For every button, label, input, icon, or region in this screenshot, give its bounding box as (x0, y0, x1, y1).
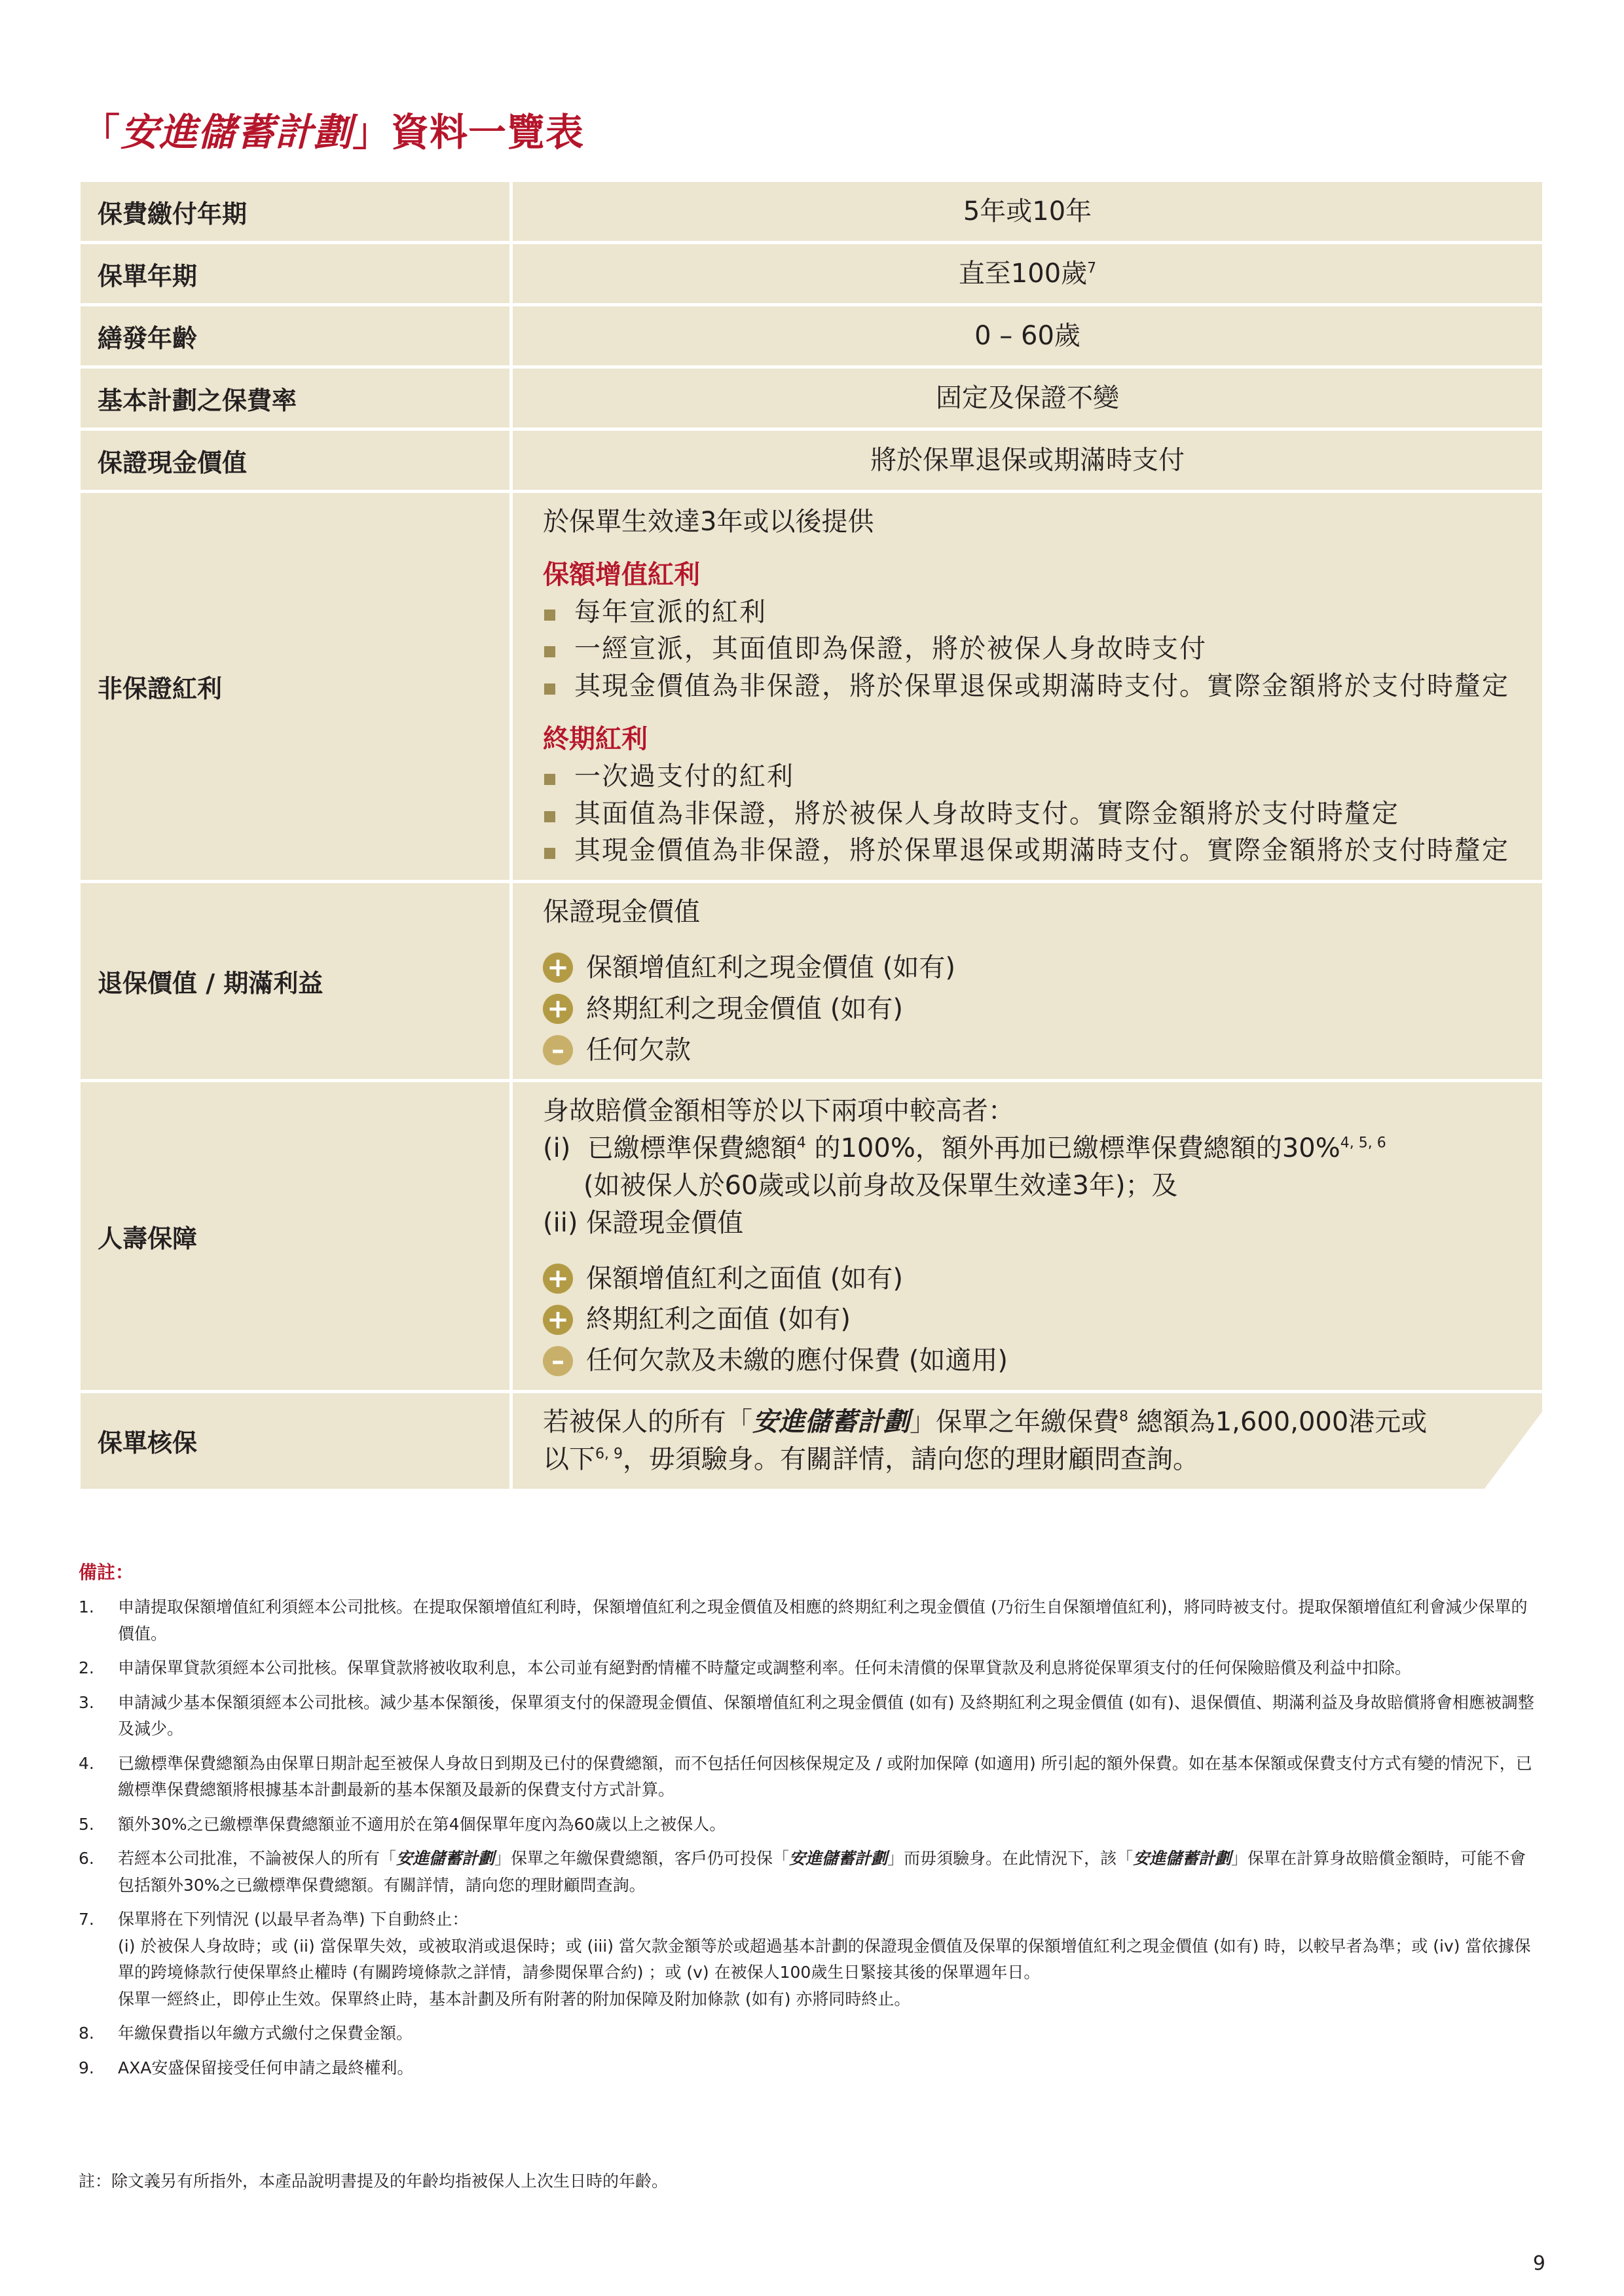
row-label: 保單核保 (79, 1391, 511, 1490)
plus-icon: + (543, 1264, 573, 1294)
note-text: 保單一經終止，即停止生效。保單終止時，基本計劃及所有附著的附加保障及附加條款 (如有) 亦將同時終止。 (118, 1989, 911, 2009)
table-row-premium-term (79, 181, 1544, 243)
footnote-ref: 6, 9 (595, 1446, 623, 1463)
row-label: 人壽保障 (79, 1081, 511, 1392)
note-text: 額外30%之已繳標準保費總額並不適用於在第4個保單年度內為60歲以上之被保人。 (118, 1814, 726, 1834)
plus-icon: + (543, 953, 573, 983)
surrender-base: 保證現金價值 (543, 897, 700, 928)
note-text: 」保單之年繳保費總額，客戶仍可投保「 (494, 1849, 790, 1868)
row-value (511, 492, 1544, 882)
surrender-item-text: 保額增值紅利之現金價值 (如有) (586, 952, 955, 983)
life-item-text: 任何欠款及未繳的應付保費 (如適用) (586, 1345, 1008, 1376)
note-text: 」保單在計算身故賠償金額時，可能不會包括額外30%之已繳標準保費總額。有關詳情，請向您的理財顧問查詢。 (118, 1849, 1526, 1895)
table-row-surrender-value (79, 882, 1544, 1081)
product-name: 安進儲蓄計劃 (1133, 1849, 1232, 1868)
age-definition-note: 註：除文義另有所指外，本產品說明書提及的年齡均指被保人上次生日時的年齡。 (79, 2172, 669, 2191)
product-summary-table (77, 179, 1545, 1492)
plus-icon: + (543, 1305, 573, 1335)
reversionary-bonus-heading: 保額增值紅利 (543, 559, 700, 590)
option-marker: (ii) (543, 1207, 578, 1238)
row-value: 將於保單退保或期滿時支付 (511, 429, 1544, 492)
bonus-intro: 於保單生效達3年或以後提供 (543, 507, 874, 537)
list-item: 其現金價值為非保證，將於保單退保或期滿時支付。實際金額將於支付時釐定 (543, 668, 1512, 705)
terminal-bonus-list (543, 758, 1512, 869)
note-text: 申請提取保額增值紅利須經本公司批核。在提取保額增值紅利時，保額增值紅利之現金價值及相應的終期紅利之現金價值 (乃衍生自保額增值紅利)，將同時被支付。提取保額增值紅利會減少保單的價值。 (118, 1597, 1528, 1643)
surrender-item (543, 991, 1512, 1028)
note-item: 3. 申請減少基本保額須經本公司批核。減少基本保額後，保單須支付的保證現金價值、保額增值紅利之現金價值 (如有) 及終期紅利之現金價值 (如有)、退保價值、期滿利益及身故賠償將會相應被調整及減少。 (79, 1692, 1534, 1738)
note-text: (i) 於被保人身故時；或 (ii) 當保單失效，或被取消或退保時；或 (iii) 當欠款金額等於或超過基本計劃的保證現金價值及保單的保額增值紅利之現金價值 (如有) 時，以較早者為準；或 (iv) 當依據保單的跨境條款行使保單終止權時 (有關跨境條款之詳情，請參閱保單合約) ；或 (v) 在被保人100歲生日緊接其後的保單週年日。 (118, 1936, 1531, 1982)
table-row-underwriting (79, 1391, 1544, 1490)
page-number: 9 (1532, 2252, 1545, 2275)
note-item: 1. 申請提取保額增值紅利須經本公司批核。在提取保額增值紅利時，保額增值紅利之現金價值及相應的終期紅利之現金價值 (乃衍生自保額增值紅利)，將同時被支付。提取保額增值紅利會減少保單的價值。 (79, 1597, 1528, 1643)
notes-list (79, 1594, 1542, 2089)
title-open-quote: 「 (82, 110, 121, 155)
title-product-name: 安進儲蓄計劃 (120, 110, 353, 155)
note-text: AXA安盛保留接受任何申請之最終權利。 (118, 2058, 414, 2077)
footnote-ref: 4 (796, 1135, 806, 1152)
text: 」保單之年繳保費 (910, 1406, 1119, 1437)
text: 若被保人的所有「 (543, 1406, 752, 1437)
text: 以下 (543, 1444, 595, 1474)
option-text: 的100%，額外再加已繳標準保費總額的30% (814, 1133, 1340, 1164)
life-item (543, 1301, 1512, 1338)
product-name: 安進儲蓄計劃 (396, 1849, 495, 1868)
table-row-policy-term (79, 243, 1544, 305)
minus-icon: – (543, 1346, 573, 1376)
row-value (511, 1081, 1544, 1392)
surrender-item-text: 終期紅利之現金價值 (如有) (586, 993, 903, 1024)
note-item: 6. 若經本公司批准，不論被保人的所有「安進儲蓄計劃」保單之年繳保費總額，客戶仍可投保「安進儲蓄計劃」而毋須驗身。在此情況下，該「安進儲蓄計劃」保單在計算身故賠償金額時，可能不會包括額外30%之已繳標準保費總額。有關詳情，請向您的理財顧問查詢。 (79, 1849, 1526, 1895)
minus-icon: – (543, 1035, 573, 1065)
list-item: 其面值為非保證，將於被保人身故時支付。實際金額將於支付時釐定 (543, 795, 1512, 833)
row-value (511, 243, 1544, 305)
table-row-life-protection (79, 1081, 1544, 1392)
life-item (543, 1342, 1512, 1379)
terminal-bonus-heading: 終期紅利 (543, 723, 648, 754)
surrender-item (543, 1032, 1512, 1069)
product-name: 安進儲蓄計劃 (789, 1849, 888, 1868)
note-item: 8. 年繳保費指以年繳方式繳付之保費金額。 (79, 2024, 413, 2043)
table-row-issue-age (79, 305, 1544, 367)
note-item: 2. 申請保單貸款須經本公司批核。保單貸款將被收取利息，本公司並有絕對酌情權不時釐定或調整利率。任何未清償的保單貸款及利息將從保單須支付的任何保險賠償及利益中扣除。 (79, 1658, 1412, 1677)
list-item: 一次過支付的紅利 (543, 758, 1512, 795)
note-item: 4. 已繳標準保費總額為由保單日期計起至被保人身故日到期及已付的保費總額，而不包括任何因核保規定及 / 或附加保障 (如適用) 所引起的額外保費。如在基本保額或保費支付方式有變的情況下，已繳標準保費總額將根據基本計劃最新的基本保額及最新的保費支付方式計算。 (79, 1753, 1532, 1799)
product-name: 安進儲蓄計劃 (752, 1406, 910, 1437)
option-ii (543, 1205, 1512, 1242)
row-value: 0 – 60歲 (511, 305, 1544, 367)
note-text: 年繳保費指以年繳方式繳付之保費金額。 (118, 2024, 413, 2043)
surrender-item-text: 任何欠款 (586, 1034, 691, 1065)
note-text: 已繳標準保費總額為由保單日期計起至被保人身故日到期及已付的保費總額，而不包括任何因核保規定及 / 或附加保障 (如適用) 所引起的額外保費。如在基本保額或保費支付方式有變的情況下，已繳標準保費總額將根據基本計劃最新的基本保額及最新的保費支付方式計算。 (118, 1753, 1532, 1799)
death-benefit-intro: 身故賠償金額相等於以下兩項中較高者： (543, 1096, 1014, 1127)
title-suffix: 資料一覽表 (391, 110, 585, 155)
life-item (543, 1260, 1512, 1298)
option-text: 保證現金價值 (586, 1207, 744, 1238)
row-label: 繕發年齡 (79, 305, 511, 367)
note-text: 」而毋須驗身。在此情況下，該「 (887, 1849, 1134, 1868)
note-item: 9. AXA安盛保留接受任何申請之最終權利。 (79, 2058, 414, 2077)
option-text: 已繳標準保費總額 (587, 1133, 797, 1164)
list-item: 一經宣派，其面值即為保證，將於被保人身故時支付 (543, 630, 1512, 668)
plus-icon: + (543, 994, 573, 1024)
note-item: 5. 額外30%之已繳標準保費總額並不適用於在第4個保單年度內為60歲以上之被保人。 (79, 1814, 726, 1834)
text: 總額為1,600,000港元或 (1128, 1406, 1428, 1437)
row-value: 5年或10年 (511, 181, 1544, 243)
row-value: 固定及保證不變 (511, 367, 1544, 429)
row-value (511, 882, 1544, 1081)
text: ，毋須驗身。有關詳情，請向您的理財顧問查詢。 (622, 1444, 1199, 1474)
footnote-ref: 4, 5, 6 (1340, 1135, 1386, 1152)
row-label: 退保價值 / 期滿利益 (79, 882, 511, 1081)
notes-heading: 備註： (79, 1561, 134, 1583)
row-label: 保費繳付年期 (79, 181, 511, 243)
row-label: 基本計劃之保費率 (79, 367, 511, 429)
policy-term-value: 直至100歲 (958, 258, 1088, 289)
underwriting-text (543, 1441, 1512, 1478)
note-item: 7. 保單將在下列情況 (以最早者為準) 下自動終止： (i) 於被保人身故時；或 (ii) 當保單失效，或被取消或退保時；或 (iii) 當欠款金額等於或超過基本計劃的保證現金價值及保單的保額增值紅利之現金價值 (如有) 時，以較早者為準；或 (iv) 當依據保單的跨境條款行使保單終止權時 (有關跨境條款之詳情，請參閱保單合約) ；或 (v) 在被保人100歲生日緊接其後的保單週年日。 保單一經終止，即停止生效。保單終止時，基本計劃及所有附著的附加保障及附加條款 (如有) 亦將同時終止。 (79, 1910, 1531, 2009)
table-row-non-guaranteed-bonus (79, 492, 1544, 882)
surrender-item (543, 949, 1512, 987)
footnote-ref: 7 (1087, 260, 1097, 277)
row-label: 保證現金價值 (79, 429, 511, 492)
title-close-quote: 」 (352, 110, 392, 155)
table-row-premium-rate (79, 367, 1544, 429)
note-text: 若經本公司批准，不論被保人的所有「 (118, 1849, 397, 1868)
note-text: 申請減少基本保額須經本公司批核。減少基本保額後，保單須支付的保證現金價值、保額增值紅利之現金價值 (如有) 及終期紅利之現金價值 (如有)、退保價值、期滿利益及身故賠償將會相應被調整及減少。 (118, 1692, 1534, 1738)
corner-cut-decoration (1484, 1411, 1543, 1489)
row-label: 保單年期 (79, 243, 511, 305)
row-label: 非保證紅利 (79, 492, 511, 882)
underwriting-text (543, 1404, 1512, 1441)
list-item: 每年宣派的紅利 (543, 594, 1512, 631)
option-i-condition: (如被保人於60歲或以前身故及保單生效達3年)；及 (583, 1170, 1178, 1201)
page-title (82, 110, 584, 156)
footnote-ref: 8 (1119, 1408, 1128, 1425)
note-text: 保單將在下列情況 (以最早者為準) 下自動終止： (118, 1910, 469, 1929)
option-marker: (i) (543, 1133, 571, 1164)
life-item-text: 終期紅利之面值 (如有) (586, 1304, 851, 1335)
reversionary-bonus-list (543, 594, 1512, 705)
life-item-text: 保額增值紅利之面值 (如有) (586, 1263, 903, 1294)
row-value (511, 1391, 1544, 1490)
list-item: 其現金價值為非保證，將於保單退保或期滿時支付。實際金額將於支付時釐定 (543, 832, 1512, 869)
option-i (543, 1130, 1512, 1167)
note-text: 申請保單貸款須經本公司批核。保單貸款將被收取利息，本公司並有絕對酌情權不時釐定或調整利率。任何未清償的保單貸款及利息將從保單須支付的任何保險賠償及利益中扣除。 (118, 1658, 1412, 1677)
table-row-guaranteed-cash (79, 429, 1544, 492)
